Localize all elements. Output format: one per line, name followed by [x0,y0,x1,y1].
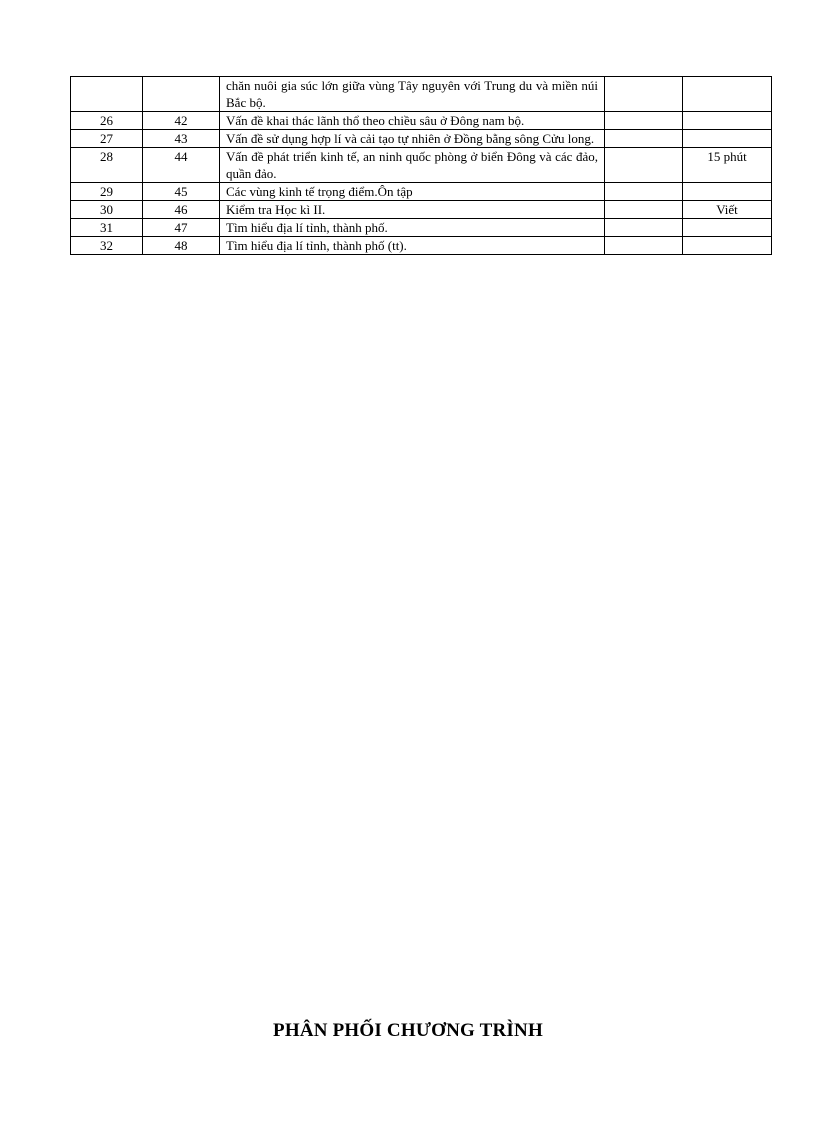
content-cell: Tìm hiểu địa lí tỉnh, thành phố. [220,219,605,237]
week-cell: 27 [71,130,143,148]
period-cell: 48 [143,237,220,255]
extra-cell [605,77,683,112]
table-row [71,219,772,237]
week-cell: 30 [71,201,143,219]
curriculum-table-body [71,77,772,255]
note-cell [683,219,772,237]
note-cell [683,112,772,130]
extra-cell [605,219,683,237]
extra-cell [605,237,683,255]
period-cell: 43 [143,130,220,148]
content-cell: Vấn đề phát triển kinh tế, an ninh quốc phòng ở biển Đông và các đảo, quần đảo. [220,148,605,183]
table-row [71,112,772,130]
table-row [71,183,772,201]
table-row [71,237,772,255]
week-cell: 31 [71,219,143,237]
table-row [71,148,772,183]
extra-cell [605,183,683,201]
content-cell: Các vùng kinh tế trọng điểm.Ôn tập [220,183,605,201]
period-cell [143,77,220,112]
week-cell: 29 [71,183,143,201]
note-cell: 15 phút [683,148,772,183]
period-cell: 46 [143,201,220,219]
week-cell: 28 [71,148,143,183]
content-cell: chăn nuôi gia súc lớn giữa vùng Tây nguyên với Trung du và miền núi Bắc bộ. [220,77,605,112]
table-row [71,201,772,219]
period-cell: 42 [143,112,220,130]
extra-cell [605,112,683,130]
extra-cell [605,148,683,183]
table-row [71,77,772,112]
week-cell: 32 [71,237,143,255]
curriculum-table [70,76,772,255]
content-cell: Vấn đề khai thác lãnh thổ theo chiều sâu ở Đông nam bộ. [220,112,605,130]
extra-cell [605,201,683,219]
week-cell [71,77,143,112]
note-cell [683,237,772,255]
content-cell: Kiểm tra Học kì II. [220,201,605,219]
period-cell: 44 [143,148,220,183]
content-cell: Vấn đề sử dụng hợp lí và cải tạo tự nhiên ở Đồng bằng sông Cửu long. [220,130,605,148]
table-row [71,130,772,148]
week-cell: 26 [71,112,143,130]
period-cell: 45 [143,183,220,201]
note-cell [683,130,772,148]
note-cell [683,183,772,201]
extra-cell [605,130,683,148]
note-cell [683,77,772,112]
content-cell: Tìm hiểu địa lí tỉnh, thành phố (tt). [220,237,605,255]
document-title: PHÂN PHỐI CHƯƠNG TRÌNH [273,1020,543,1041]
note-cell: Viết [683,201,772,219]
period-cell: 47 [143,219,220,237]
